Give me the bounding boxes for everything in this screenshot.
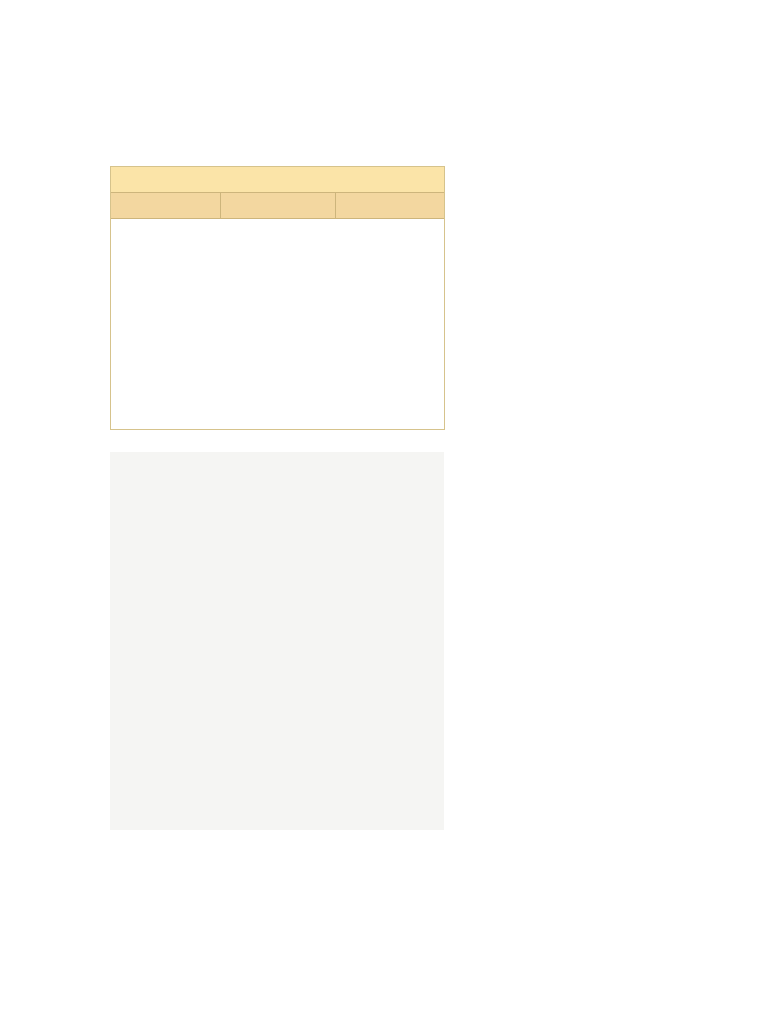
header-interrogative: [221, 193, 336, 219]
grammar-table: [110, 166, 445, 430]
worksheet-image: [110, 452, 444, 830]
header-affirmative: [111, 193, 221, 219]
table-title: [111, 167, 445, 193]
header-negative: [336, 193, 445, 219]
